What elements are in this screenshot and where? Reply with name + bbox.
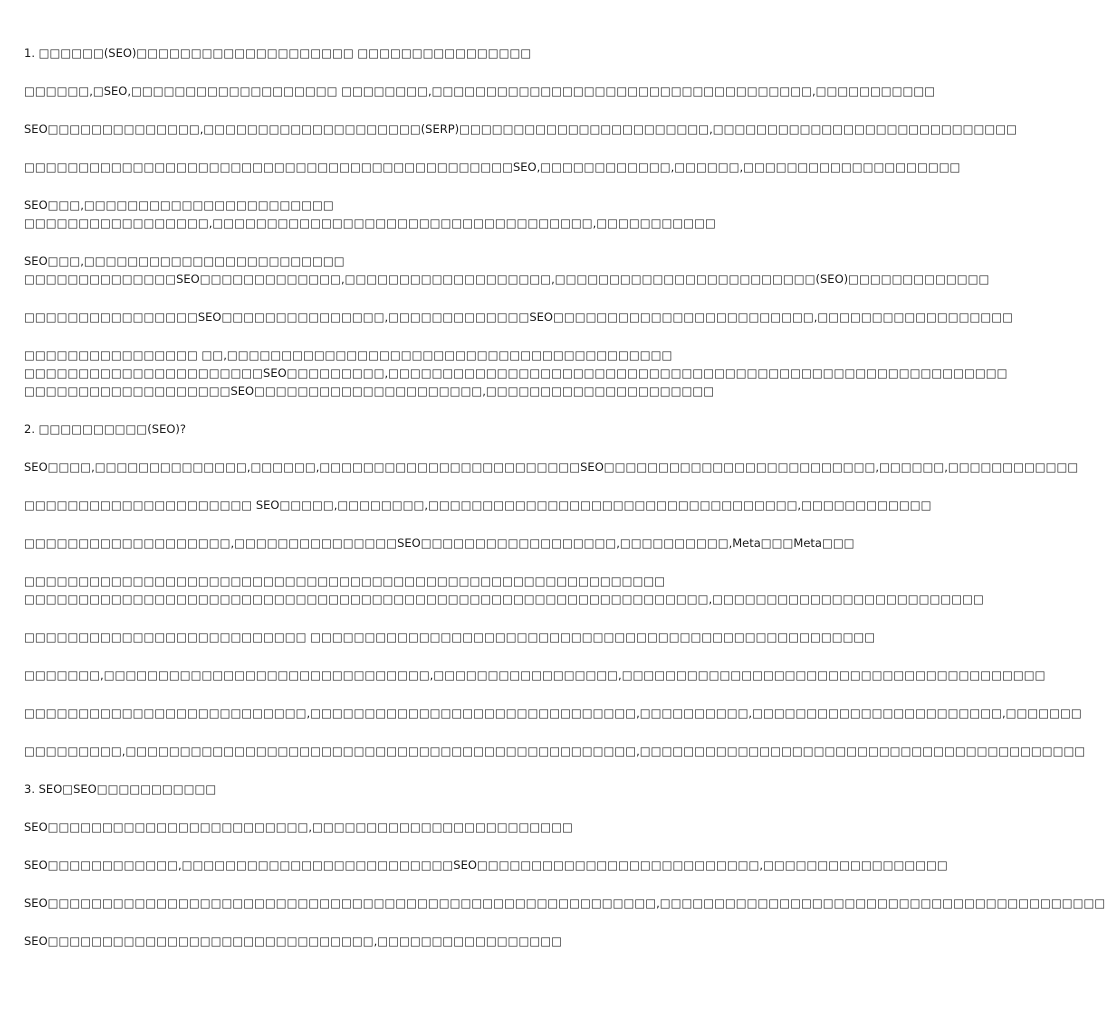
paragraph — [24, 894, 1105, 912]
text-line: □□□□□□□□□□□□□□SEO□□□□□□□□□□□□□,□□□□□□□□□□□□□□□□□□□,□□□□□□□□□□□□□□□□□□□□□□□□(SEO)□□□□□□□□□□□□□ — [24, 272, 990, 286]
text-line: □□□□□□□□□□□□□□□□□□□□□□□□□□,□□□□□□□□□□□□□□□□□□□□□□□□□□□□□□,□□□□□□□□□□,□□□□□□□□□□□□□□□□□□□□□□□,□□□□□□□ — [24, 706, 1082, 720]
text-line: SEO□□□,□□□□□□□□□□□□□□□□□□□□□□□ — [24, 198, 334, 212]
text-line: SEO□□□□□□□□□□□□□□□□□□□□□□□□,□□□□□□□□□□□□□□□□□□□□□□□□ — [24, 820, 573, 834]
text-line: SEO□□□□□□□□□□□□□□□□□□□□□□□□□□□□□□,□□□□□□□□□□□□□□□□□ — [24, 934, 562, 948]
paragraph — [24, 44, 696, 62]
text-line: □□□□□□□□□□□□□□□□□□□□□□□□□□ □□□□□□□□□□□□□□□□□□□□□□□□□□□□□□□□□□□□□□□□□□□□□□□□□□□□ — [24, 630, 876, 644]
text-line: □□□□□□□□□□□□□□□□□□□□□□□□□□□□□□□□□□□□□□□□□□□□□□□□□□□□□□□□□□□ — [24, 574, 666, 588]
text-line: SEO□□□□□□□□□□□□,□□□□□□□□□□□□□□□□□□□□□□□□□SEO□□□□□□□□□□□□□□□□□□□□□□□□□□,□□□□□□□□□□□□□□□□□ — [24, 858, 948, 872]
text-line: 3. SEO□SEO□□□□□□□□□□□ — [24, 782, 217, 796]
paragraph — [24, 572, 984, 608]
paragraph — [24, 158, 961, 176]
paragraph — [24, 704, 1082, 722]
text-line: □□□□□□□□□□□□□□□□ □□,□□□□□□□□□□□□□□□□□□□□□□□□□□□□□□□□□□□□□□□□□ — [24, 348, 673, 362]
paragraph — [24, 420, 696, 438]
text-line: □□□□□□□□□□□□□□□□□□□□□□□□□□□□□□□□□□□□□□□□□□□□□□□□□□□□□□□□□□□□□□□,□□□□□□□□□□□□□□□□□□□□□□□□□ — [24, 592, 984, 606]
text-line: □□□□□□,□SEO,□□□□□□□□□□□□□□□□□□□ □□□□□□□□,□□□□□□□□□□□□□□□□□□□□□□□□□□□□□□□□□□□,□□□□□□□□□□□ — [24, 84, 936, 98]
text-line: □□□□□□□□□□□□□□□□□□□□□□□□□□□□□□□□□□□□□□□□□□□□□SEO,□□□□□□□□□□□□,□□□□□□,□□□□□□□□□□□□□□□□□□□□ — [24, 160, 961, 174]
paragraph — [24, 818, 696, 836]
paragraph — [24, 458, 1079, 476]
text-line: □□□□□□□□□□□□□□□□□□□,□□□□□□□□□□□□□□□SEO□□□□□□□□□□□□□□□□□□,□□□□□□□□□□,Meta□□□Meta□□□ — [24, 536, 855, 550]
paragraph — [24, 666, 1046, 684]
text-line: SEO□□□□□□□□□□□□□□,□□□□□□□□□□□□□□□□□□□□(SERP)□□□□□□□□□□□□□□□□□□□□□□□,□□□□□□□□□□□□□□□□□□□□□□□□□□□□ — [24, 122, 1017, 136]
text-line: SEO□□□□□□□□□□□□□□□□□□□□□□□□□□□□□□□□□□□□□□□□□□□□□□□□□□□□□□□□,□□□□□□□□□□□□□□□□□□□□□□□□□□□□□□□□□□□□□□□□□ — [24, 896, 1105, 910]
text-line: 2. □□□□□□□□□□(SEO)? — [24, 422, 186, 436]
paragraph — [24, 856, 948, 874]
text-line: SEO□□□,□□□□□□□□□□□□□□□□□□□□□□□□ — [24, 254, 345, 268]
paragraph — [24, 496, 932, 514]
text-line: 1. □□□□□□(SEO)□□□□□□□□□□□□□□□□□□□□ □□□□□□□□□□□□□□□□ — [24, 46, 532, 60]
text-line: □□□□□□□□□□□□□□□□□□□SEO□□□□□□□□□□□□□□□□□□□□□,□□□□□□□□□□□□□□□□□□□□□ — [24, 384, 715, 398]
text-line: □□□□□□□□□□□□□□□□SEO□□□□□□□□□□□□□□□,□□□□□□□□□□□□□SEO□□□□□□□□□□□□□□□□□□□□□□□□,□□□□□□□□□□□□□□□□□□ — [24, 310, 1013, 324]
paragraph — [24, 780, 696, 798]
text-line: SEO□□□□,□□□□□□□□□□□□□□,□□□□□□,□□□□□□□□□□□□□□□□□□□□□□□□SEO□□□□□□□□□□□□□□□□□□□□□□□□□,□□□□□□,□□□□□□□□□□□□ — [24, 460, 1079, 474]
paragraph — [24, 120, 1017, 138]
paragraph — [24, 196, 716, 232]
paragraph — [24, 628, 876, 646]
paragraph — [24, 534, 855, 552]
document-body — [24, 44, 1105, 950]
text-line: □□□□□□□□□□□□□□□□□,□□□□□□□□□□□□□□□□□□□□□□□□□□□□□□□□□□□,□□□□□□□□□□□ — [24, 216, 716, 230]
paragraph — [24, 742, 1086, 760]
paragraph — [24, 308, 1013, 326]
paragraph — [24, 932, 696, 950]
text-line: □□□□□□□,□□□□□□□□□□□□□□□□□□□□□□□□□□□□□□,□□□□□□□□□□□□□□□□□,□□□□□□□□□□□□□□□□□□□□□□□□□□□□□□□□□□□□□□□ — [24, 668, 1046, 682]
text-line: □□□□□□□□□□□□□□□□□□□□□□SEO□□□□□□□□□,□□□□□□□□□□□□□□□□□□□□□□□□□□□□□□□□□□□□□□□□□□□□□□□□□□□□□□□□□ — [24, 366, 1008, 380]
text-line: □□□□□□□□□,□□□□□□□□□□□□□□□□□□□□□□□□□□□□□□□□□□□□□□□□□□□□□□□,□□□□□□□□□□□□□□□□□□□□□□□□□□□□□□□□□□□□□□□□□ — [24, 744, 1086, 758]
text-line: □□□□□□□□□□□□□□□□□□□□□ SEO□□□□□,□□□□□□□□,□□□□□□□□□□□□□□□□□□□□□□□□□□□□□□□□□□,□□□□□□□□□□□□ — [24, 498, 932, 512]
paragraph — [24, 82, 936, 100]
paragraph — [24, 346, 1008, 400]
paragraph — [24, 252, 990, 288]
